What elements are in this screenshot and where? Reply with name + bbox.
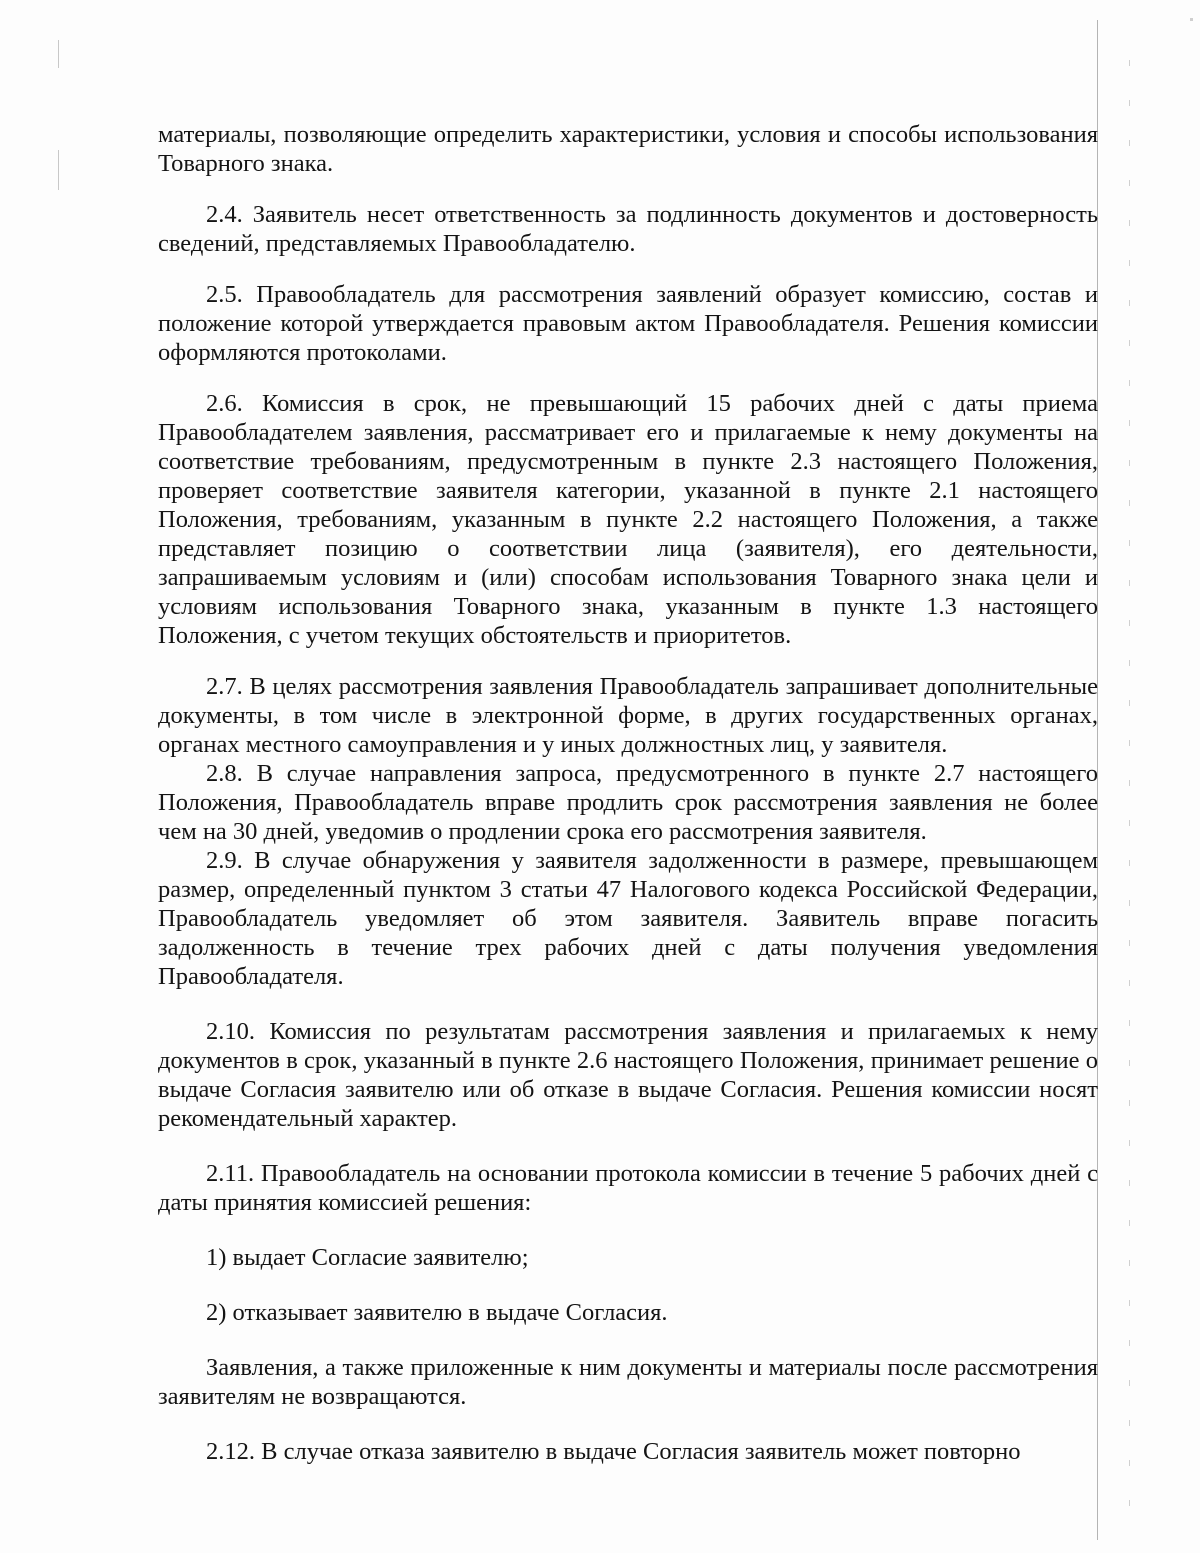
paragraph-documents-not-returned: Заявления, а также приложенные к ним документы и материалы после рассмотрения заявителям не возвращаются. [158, 1354, 1098, 1410]
paragraph-2-10: 2.10. Комиссия по результатам рассмотрения заявления и прилагаемых к нему документов в срок, указанный в пункте 2.6 настоящего Положения, принимает решение о выдаче Согласия заявителю или об отказе в выдаче Согласия. Решения комиссии носят рекомендательный характер. [158, 1018, 1098, 1132]
list-item-1: 1) выдает Согласие заявителю; [206, 1244, 529, 1271]
paragraph-continuation: материалы, позволяющие определить характеристики, условия и способы использования Товарного знака. [158, 121, 1098, 177]
paragraph-2-8: 2.8. В случае направления запроса, предусмотренного в пункте 2.7 настоящего Положения, Правообладатель вправе продлить срок рассмотрения заявления не более чем на 30 дней, уведомив о продлении срока его рассмотрения заявителя. [158, 760, 1098, 845]
paragraph-2-7: 2.7. В целях рассмотрения заявления Правообладатель запрашивает дополнительные документы, в том числе в электронной форме, в других государственных органах, органах местного самоуправления и у иных должностных лиц, у заявителя. [158, 673, 1098, 758]
list-item-2: 2) отказывает заявителю в выдаче Согласия. [206, 1299, 668, 1326]
scan-artifact-dot [1190, 18, 1193, 21]
paragraph-2-4: 2.4. Заявитель несет ответственность за подлинность документов и достоверность сведений, представляемых Правообладателю. [158, 201, 1098, 257]
scan-artifact-line [58, 40, 59, 68]
paragraph-2-11: 2.11. Правообладатель на основании протокола комиссии в течение 5 рабочих дней с даты принятия комиссией решения: [158, 1160, 1098, 1216]
paragraph-2-5: 2.5. Правообладатель для рассмотрения заявлений образует комиссию, состав и положение которой утверждается правовым актом Правообладателя. Решения комиссии оформляются протоколами. [158, 281, 1098, 366]
scan-artifact-line [58, 150, 59, 190]
paragraph-2-9: 2.9. В случае обнаружения у заявителя задолженности в размере, превышающем размер, определенный пунктом 3 статьи 47 Налогового кодекса Российской Федерации, Правообладатель уведомляет об этом заявителя. Заявитель вправе погасить задолженность в течение трех рабочих дней с даты получения уведомления Правообладателя. [158, 847, 1098, 990]
scan-artifact-line [1129, 60, 1130, 1520]
document-body [158, 120, 1098, 1466]
paragraph-2-6: 2.6. Комиссия в срок, не превышающий 15 рабочих дней с даты приема Правообладателем заявления, рассматривает его и прилагаемые к нему документы на соответствие требованиям, предусмотренным в пункте 2.3 настоящего Положения, проверяет соответствие заявителя категории, указанной в пункте 2.1 настоящего Положения, требованиям, указанным в пункте 2.2 настоящего Положения, а также представляет позицию о соответствии лица (заявителя), его деятельности, запрашиваемым условиям и (или) способам использования Товарного знака цели и условиям использования Товарного знака, указанным в пункте 1.3 настоящего Положения, с учетом текущих обстоятельств и приоритетов. [158, 390, 1098, 649]
paragraph-2-12: 2.12. В случае отказа заявителю в выдаче Согласия заявитель может повторно [206, 1438, 1021, 1465]
